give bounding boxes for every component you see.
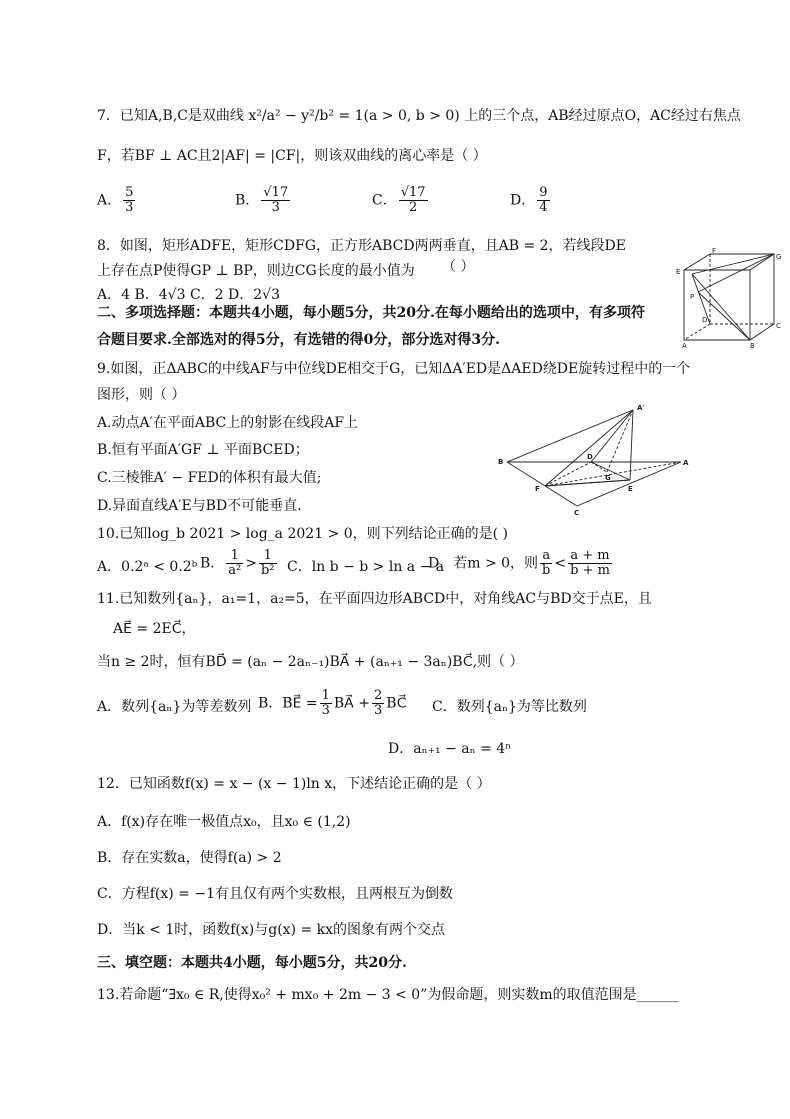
section2-heading-line1: 二、多项选择题：本题共4小题，每小题5分，共20分.在每小题给出的选项中，有多项符 xyxy=(97,305,645,321)
numerator: a + m xyxy=(568,549,612,564)
q9-line1: 9.如图，正ΔABC的中线AF与中位线DE相交于G，已知ΔA′ED是ΔAED绕DE旋转过程中的一个 xyxy=(97,361,691,377)
option-label: B． xyxy=(200,555,225,572)
denominator: b xyxy=(542,563,551,578)
label-c: C xyxy=(776,322,781,330)
label-a: A xyxy=(683,459,689,467)
numerator: 9 xyxy=(539,185,548,200)
q12-option-d: D．当k < 1时，函数f(x)与g(x) = kx的图象有两个交点 xyxy=(97,922,446,938)
denominator: 2 xyxy=(408,200,418,215)
q7-option-b xyxy=(235,186,292,215)
label-a: A xyxy=(682,342,687,348)
q7-line2: F，若BF ⊥ AC且2|AF| = |CF|，则该双曲线的离心率是（ ） xyxy=(97,148,487,164)
q11-option-b xyxy=(258,689,407,718)
denominator: b + m xyxy=(570,563,610,578)
label-b: B xyxy=(750,342,755,348)
numerator: 1 xyxy=(321,688,330,703)
option-text: BC⃗ xyxy=(386,695,407,712)
option-text: BA⃗ + xyxy=(333,695,370,712)
q10-option-c: C．ln b − b > ln a − a xyxy=(287,559,445,575)
option-label: A． xyxy=(97,192,122,209)
label-e: E xyxy=(676,268,681,276)
compare-sign: < xyxy=(554,555,567,572)
label-f: F xyxy=(535,485,540,493)
q9-option-a: A.动点A′在平面ABC上的射影在线段AF上 xyxy=(97,415,359,431)
denominator: a² xyxy=(228,563,242,578)
q7-line1: 7．已知A,B,C是双曲线 x²/a² − y²/b² = 1(a > 0, b > 0) 上的三个点，AB经过原点O，AC经过右焦点 xyxy=(97,108,741,124)
label-a-prime: A′ xyxy=(637,404,645,412)
q11-option-a: A．数列{aₙ}为等差数列 xyxy=(97,699,252,715)
numerator: 1 xyxy=(259,549,277,564)
q12-line1: 12．已知函数f(x) = x − (x − 1)ln x，下述结论正确的是（ ） xyxy=(97,776,491,792)
label-g: G xyxy=(605,474,611,482)
q8-line1: 8．如图，矩形ADFE，矩形CDFG，正方形ABCD两两垂直，且AB = 2，若线段DE xyxy=(97,238,626,254)
q10-option-a: A．0.2ᵃ < 0.2ᵇ xyxy=(97,559,198,575)
numerator: √17 xyxy=(400,185,426,200)
section2-heading-line2: 合题目要求.全部选对的得5分，有选错的得0分，部分选对得3分. xyxy=(97,332,500,348)
fraction xyxy=(537,186,549,215)
label-d: D xyxy=(702,316,708,324)
fraction xyxy=(261,186,290,215)
q12-option-a: A．f(x)存在唯一极值点x₀，且x₀ ∈ (1,2) xyxy=(97,814,351,830)
q11-option-c: C．数列{aₙ}为等比数列 xyxy=(432,699,587,715)
fraction xyxy=(372,689,384,718)
q11-line3: 当n ≥ 2时，恒有BD⃗ = (aₙ − 2aₙ₋₁)BA⃗ + (aₙ₊₁ − 3aₙ)BC⃗,则（ ） xyxy=(97,654,524,670)
q9-triangle-figure xyxy=(495,398,693,516)
option-text: B．BE⃗ = xyxy=(258,695,318,712)
denominator: 3 xyxy=(373,703,383,718)
q9-line2: 图形，则（ ） xyxy=(97,387,186,403)
label-p: P xyxy=(690,293,695,301)
option-label: B． xyxy=(235,192,260,209)
label-f: F xyxy=(712,247,717,255)
q12-option-b: B．存在实数a，使得f(a) > 2 xyxy=(97,850,282,866)
numerator: 1 xyxy=(226,549,243,564)
section3-heading: 三、填空题：本题共4小题，每小题5分，共20分. xyxy=(97,955,407,971)
label-d: D xyxy=(587,453,593,461)
fraction xyxy=(259,549,277,578)
numerator: √17 xyxy=(263,185,289,200)
fraction xyxy=(320,689,332,718)
q8-options: A．4 B．4√3 C．2 D．2√3 xyxy=(97,287,280,303)
numerator: a xyxy=(540,549,552,564)
compare-sign: > xyxy=(245,555,257,572)
q10-option-b xyxy=(200,549,279,578)
q9-option-c: C.三棱锥A′ − FED的体积有最大值; xyxy=(97,470,322,486)
option-label: C． xyxy=(372,192,397,209)
fraction xyxy=(399,186,428,215)
q11-option-d: D．aₙ₊₁ − aₙ = 4ⁿ xyxy=(388,741,512,757)
denominator: 3 xyxy=(125,200,134,215)
q12-option-c: C．方程f(x) = −1有且仅有两个实数根，且两根互为倒数 xyxy=(97,886,453,902)
q7-option-a xyxy=(97,186,137,215)
fraction xyxy=(226,549,243,578)
fraction xyxy=(123,186,135,215)
q9-option-b: B.恒有平面A′GF ⊥ 平面BCED； xyxy=(97,442,309,458)
q8-answer-paren: （ ） xyxy=(442,259,475,275)
q13-line1: 13.若命题“∃x₀ ∈ R,使得x₀² + mx₀ + 2m − 3 < 0”为假命题，则实数m的取值范围是______ xyxy=(97,987,679,1003)
denominator: 4 xyxy=(539,200,548,215)
label-b: B xyxy=(498,458,504,466)
denominator: b² xyxy=(261,563,275,578)
denominator: 3 xyxy=(271,200,280,215)
option-label: D． xyxy=(510,192,536,209)
q11-line1: 11.已知数列{aₙ}，a₁=1，a₂=5，在平面四边形ABCD中，对角线AC与BD交于点E，且 xyxy=(97,591,652,607)
q11-line2: AE⃗ = 2EC⃗， xyxy=(113,621,196,637)
q7-option-d xyxy=(510,186,552,215)
q10-option-d xyxy=(428,549,614,578)
q8-line2: 上存在点P使得GP ⊥ BP，则边CG长度的最小值为 xyxy=(97,263,415,279)
fraction xyxy=(568,549,612,578)
q7-option-c xyxy=(372,186,430,215)
q8-cube-figure xyxy=(672,244,784,348)
fraction xyxy=(540,549,552,578)
numerator: 2 xyxy=(373,688,383,703)
label-g: G xyxy=(776,253,782,261)
label-c: C xyxy=(574,509,580,516)
label-e: E xyxy=(628,485,633,493)
q10-line1: 10.已知log_b 2021 > log_a 2021 > 0，则下列结论正确的是( ) xyxy=(97,526,509,542)
denominator: 3 xyxy=(321,703,330,718)
numerator: 5 xyxy=(125,185,134,200)
option-text: D．若m > 0，则 xyxy=(428,555,539,572)
q9-option-d: D.异面直线A′E与BD不可能垂直. xyxy=(97,498,302,514)
